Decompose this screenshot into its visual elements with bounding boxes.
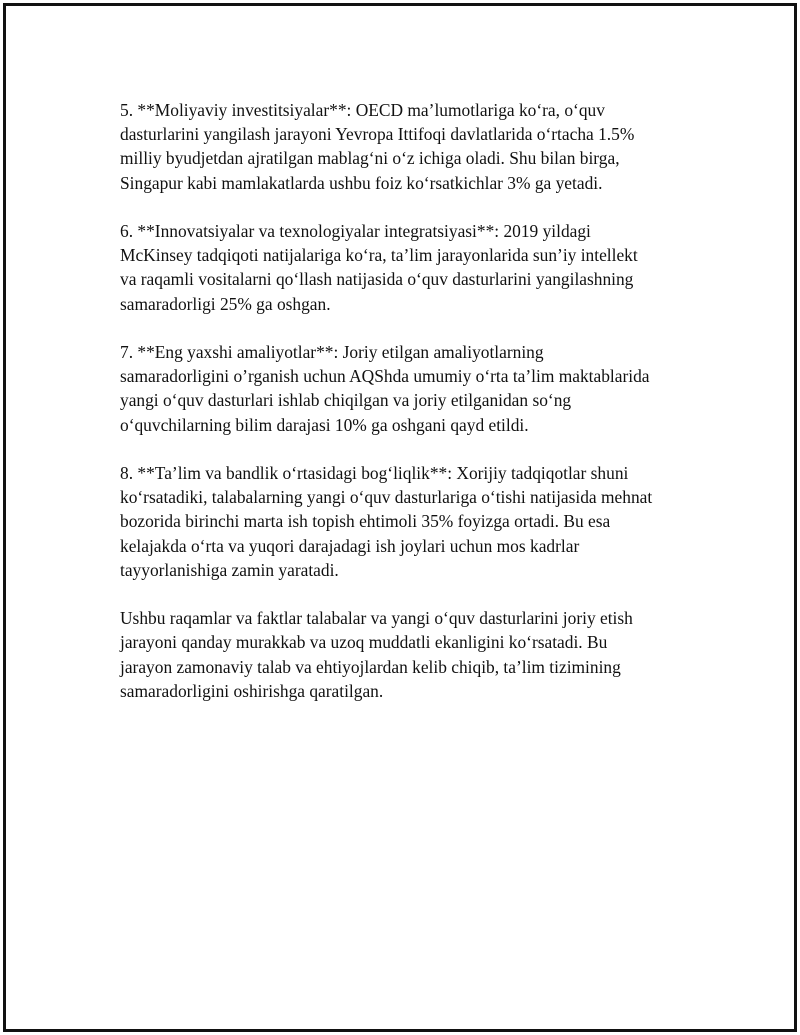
- paragraph-line: 8. **Ta’lim va bandlik o‘rtasidagi bog‘liqlik**: Xorijiy tadqiqotlar shuni: [120, 463, 629, 483]
- paragraph-line: 5. **Moliyaviy investitsiyalar**: OECD ma’lumotlariga ko‘ra, o‘quv: [120, 100, 605, 120]
- paragraph-financial-investments: [120, 98, 700, 195]
- page-frame: [3, 3, 797, 1032]
- paragraph-line: yangi o‘quv dasturlari ishlab chiqilgan va joriy etilganidan so‘ng: [120, 390, 572, 411]
- paragraph-education-employment: [120, 461, 700, 582]
- paragraph-line: milliy byudjetdan ajratilgan mablag‘ni o‘z ichiga oladi. Shu bilan birga,: [120, 148, 620, 169]
- paragraph-line: McKinsey tadqiqoti natijalariga ko‘ra, ta’lim jarayonlarida sun’iy intellekt: [120, 245, 638, 266]
- paragraph-line: o‘quvchilarning bilim darajasi 10% ga oshgani qayd etildi.: [120, 414, 529, 435]
- paragraph-innovation-integration: [120, 219, 700, 316]
- paragraph-line: va raqamli vositalarni qo‘llash natijasida o‘quv dasturlarini yangilashning: [120, 269, 634, 290]
- paragraph-line: samaradorligini o’rganish uchun AQShda umumiy o‘rta ta’lim maktablarida: [120, 366, 650, 387]
- paragraph-line: 6. **Innovatsiyalar va texnologiyalar integratsiyasi**: 2019 yildagi: [120, 221, 591, 241]
- paragraph-line: jarayon zamonaviy talab va ehtiyojlardan kelib chiqib, ta’lim tizimining: [120, 656, 621, 677]
- paragraph-line: dasturlarini yangilash jarayoni Yevropa Ittifoqi davlatlarida o‘rtacha 1.5%: [120, 124, 635, 145]
- paragraph-best-practices: [120, 340, 700, 437]
- paragraph-line: Ushbu raqamlar va faktlar talabalar va yangi o‘quv dasturlarini joriy etish: [120, 608, 633, 629]
- paragraph-conclusion: [120, 606, 700, 703]
- document-body: [120, 98, 700, 727]
- paragraph-line: jarayoni qanday murakkab va uzoq muddatli ekanligini ko‘rsatadi. Bu: [120, 632, 608, 653]
- paragraph-line: kelajakda o‘rta va yuqori darajadagi ish joylari uchun mos kadrlar: [120, 535, 580, 556]
- paragraph-line: samaradorligini oshirishga qaratilgan.: [120, 680, 384, 701]
- paragraph-line: tayyorlanishiga zamin yaratadi.: [120, 559, 339, 580]
- paragraph-line: ko‘rsatadiki, talabalarning yangi o‘quv dasturlariga o‘tishi natijasida mehnat: [120, 487, 653, 508]
- paragraph-line: samaradorligi 25% ga oshgan.: [120, 293, 331, 314]
- paragraph-line: Singapur kabi mamlakatlarda ushbu foiz ko‘rsatkichlar 3% ga yetadi.: [120, 172, 603, 193]
- paragraph-line: bozorida birinchi marta ish topish ehtimoli 35% foyizga ortadi. Bu esa: [120, 511, 611, 532]
- paragraph-line: 7. **Eng yaxshi amaliyotlar**: Joriy etilgan amaliyotlarning: [120, 342, 544, 362]
